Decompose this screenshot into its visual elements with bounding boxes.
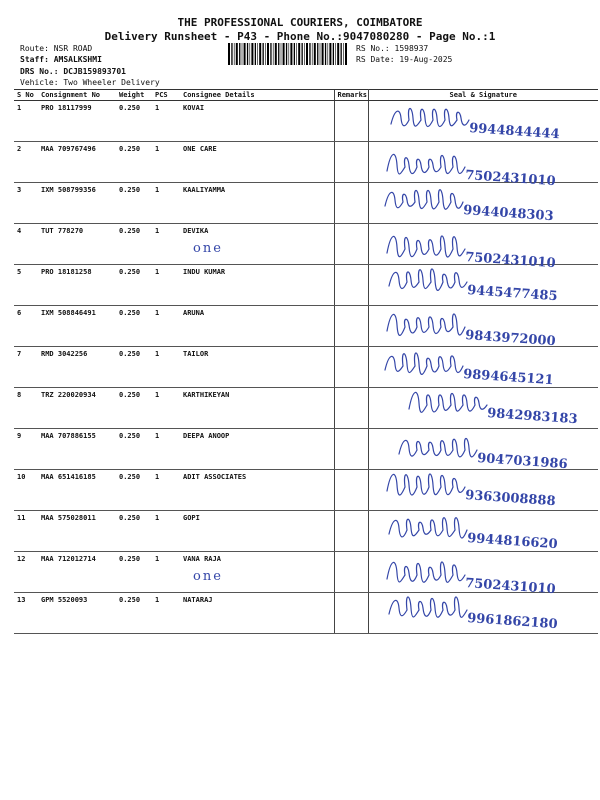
row-weight: 0.250: [116, 552, 152, 593]
svg-text:9944844444: 9944844444: [468, 121, 560, 143]
signature-scribble-icon: [369, 98, 599, 143]
row-sno: 13: [14, 593, 38, 634]
row-consignee: [180, 388, 334, 429]
table-row: [14, 101, 598, 142]
row-weight: 0.250: [116, 593, 152, 634]
row-consignee: [180, 183, 334, 224]
row-consignee-name: INDU KUMAR: [183, 268, 226, 276]
row-handwritten-note: one: [193, 569, 223, 584]
row-consignment-no: PRO 18117999: [38, 101, 116, 142]
company-title: THE PROFESSIONAL COURIERS, COIMBATORE: [177, 16, 423, 29]
rs-number: RS No.: 1598937: [356, 44, 429, 53]
row-consignee-name: DEEPA ANOOP: [183, 432, 230, 440]
row-signature: [368, 101, 598, 142]
row-pcs: 1: [152, 593, 180, 634]
row-consignee-name: VANA RAJA: [183, 555, 221, 563]
col-pcs: PCS: [152, 90, 180, 101]
row-consignment-no: IXM 508846491: [38, 306, 116, 347]
row-consignee: [180, 593, 334, 634]
row-consignee-name: TAILOR: [183, 350, 209, 358]
row-consignee: [180, 429, 334, 470]
barcode-icon: [228, 43, 348, 65]
row-weight: 0.250: [116, 347, 152, 388]
table-row: [14, 183, 598, 224]
row-consignee: [180, 224, 334, 265]
table-row: [14, 265, 598, 306]
svg-text:9047031986: 9047031986: [476, 451, 568, 473]
table-row: [14, 511, 598, 552]
signature-scribble-icon: [369, 549, 599, 598]
row-weight: 0.250: [116, 470, 152, 511]
svg-text:9944048303: 9944048303: [462, 203, 554, 225]
runsheet-subtitle: Delivery Runsheet - P43 - Phone No.:9047080280 - Page No.:1: [104, 30, 496, 43]
row-pcs: 1: [152, 224, 180, 265]
row-sno: 3: [14, 183, 38, 224]
row-remarks: [334, 552, 368, 593]
svg-text:7502431010: 7502431010: [464, 250, 556, 272]
row-consignment-no: GPM 5520093: [38, 593, 116, 634]
row-consignment-no: MAA 707886155: [38, 429, 116, 470]
row-consignee-name: KARTHIKEYAN: [183, 391, 230, 399]
row-pcs: 1: [152, 347, 180, 388]
row-signature: [368, 470, 598, 511]
row-consignee: [180, 101, 334, 142]
row-consignment-no: IXM 508799356: [38, 183, 116, 224]
row-weight: 0.250: [116, 429, 152, 470]
row-consignment-no: MAA 712012714: [38, 552, 116, 593]
row-consignment-no: TUT 778270: [38, 224, 116, 265]
row-sno: 6: [14, 306, 38, 347]
vehicle-label: Vehicle: Two Wheeler Delivery: [20, 78, 160, 87]
row-consignee: [180, 511, 334, 552]
signature-scribble-icon: [369, 385, 599, 428]
row-remarks: [334, 101, 368, 142]
col-signature: Seal & Signature: [368, 90, 598, 101]
drs-number: DRS No.: DCJB159893701: [20, 67, 126, 76]
row-remarks: [334, 388, 368, 429]
row-weight: 0.250: [116, 511, 152, 552]
row-pcs: 1: [152, 142, 180, 183]
table-row: [14, 347, 598, 388]
col-remarks: Remarks: [334, 90, 368, 101]
row-remarks: [334, 265, 368, 306]
signature-scribble-icon: [369, 221, 599, 272]
row-weight: 0.250: [116, 265, 152, 306]
row-sno: 2: [14, 142, 38, 183]
row-weight: 0.250: [116, 183, 152, 224]
row-pcs: 1: [152, 388, 180, 429]
row-weight: 0.250: [116, 306, 152, 347]
signature-scribble-icon: [369, 426, 599, 473]
table-row: [14, 224, 598, 265]
table-row: [14, 306, 598, 347]
row-signature: [368, 593, 598, 634]
row-sno: 10: [14, 470, 38, 511]
col-weight: Weight: [116, 90, 152, 101]
table-row: [14, 388, 598, 429]
row-pcs: 1: [152, 265, 180, 306]
row-weight: 0.250: [116, 224, 152, 265]
col-sno: S No: [14, 90, 38, 101]
row-consignment-no: TRZ 220020934: [38, 388, 116, 429]
svg-text:9961862180: 9961862180: [466, 611, 558, 633]
row-signature: [368, 429, 598, 473]
row-sno: 5: [14, 265, 38, 306]
signature-scribble-icon: [369, 139, 599, 190]
table-body: [14, 101, 598, 634]
row-consignment-no: RMD 3042256: [38, 347, 116, 388]
row-pcs: 1: [152, 429, 180, 470]
row-pcs: 1: [152, 511, 180, 552]
row-sno: 4: [14, 224, 38, 265]
row-weight: 0.250: [116, 101, 152, 142]
table-row: [14, 593, 598, 634]
row-remarks: [334, 347, 368, 388]
route-label: Route: NSR ROAD: [20, 44, 93, 53]
table-row: [14, 470, 598, 511]
row-consignee: [180, 306, 334, 347]
svg-text:9445477485: 9445477485: [466, 283, 558, 305]
row-signature: [368, 388, 598, 429]
table-row: [14, 552, 598, 593]
table-row: [14, 142, 598, 183]
staff-label: Staff: AMSALKSHMI: [20, 55, 102, 64]
row-consignee-name: NATARAJ: [183, 596, 213, 604]
row-consignee-name: ARUNA: [183, 309, 205, 317]
svg-text:9842983183: 9842983183: [486, 406, 578, 428]
signature-scribble-icon: [369, 467, 599, 510]
row-consignee: [180, 265, 334, 306]
signature-scribble-icon: [369, 180, 599, 225]
row-pcs: 1: [152, 183, 180, 224]
col-consignment: Consignment No: [38, 90, 116, 101]
row-consignee: [180, 142, 334, 183]
svg-text:9894645121: 9894645121: [462, 367, 554, 389]
row-remarks: [334, 142, 368, 183]
row-remarks: [334, 224, 368, 265]
row-remarks: [334, 511, 368, 552]
table-row: [14, 429, 598, 470]
row-weight: 0.250: [116, 388, 152, 429]
svg-text:7502431010: 7502431010: [464, 576, 556, 598]
row-consignment-no: MAA 651416185: [38, 470, 116, 511]
row-consignee: [180, 470, 334, 511]
signature-scribble-icon: [369, 303, 599, 350]
row-consignee: [180, 552, 334, 593]
row-consignment-no: MAA 709767496: [38, 142, 116, 183]
row-remarks: [334, 306, 368, 347]
signature-scribble-icon: [369, 508, 599, 553]
row-handwritten-note: one: [193, 241, 223, 256]
row-sno: 9: [14, 429, 38, 470]
row-consignee-name: KOVAI: [183, 104, 205, 112]
row-pcs: 1: [152, 101, 180, 142]
row-pcs: 1: [152, 470, 180, 511]
row-sno: 1: [14, 101, 38, 142]
row-pcs: 1: [152, 306, 180, 347]
svg-text:9843972000: 9843972000: [464, 328, 556, 350]
row-sno: 11: [14, 511, 38, 552]
row-consignee-name: DEVIKA: [183, 227, 209, 235]
row-sno: 12: [14, 552, 38, 593]
row-remarks: [334, 183, 368, 224]
row-signature: [368, 224, 598, 272]
row-signature: [368, 552, 598, 598]
row-signature: [368, 511, 598, 552]
row-remarks: [334, 593, 368, 634]
row-consignment-no: PRO 18181258: [38, 265, 116, 306]
row-remarks: [334, 429, 368, 470]
rs-date: RS Date: 19-Aug-2025: [356, 55, 453, 64]
row-signature: [368, 347, 598, 388]
row-consignment-no: MAA 575028011: [38, 511, 116, 552]
svg-text:7502431010: 7502431010: [464, 168, 556, 190]
col-consignee: Consignee Details: [180, 90, 334, 101]
signature-scribble-icon: [369, 344, 599, 389]
row-signature: [368, 142, 598, 190]
row-consignee-name: GOPI: [183, 514, 200, 522]
row-consignee-name: ADIT ASSOCIATES: [183, 473, 247, 481]
row-weight: 0.250: [116, 142, 152, 183]
runsheet-table: [14, 89, 598, 634]
row-remarks: [334, 470, 368, 511]
svg-text:9944816620: 9944816620: [466, 531, 558, 553]
signature-scribble-icon: [369, 590, 599, 633]
svg-text:9363008888: 9363008888: [464, 488, 556, 510]
row-consignee-name: ONE CARE: [183, 145, 217, 153]
row-pcs: 1: [152, 552, 180, 593]
signature-scribble-icon: [369, 262, 599, 305]
row-signature: [368, 306, 598, 350]
row-consignee: [180, 347, 334, 388]
row-sno: 8: [14, 388, 38, 429]
row-sno: 7: [14, 347, 38, 388]
row-consignee-name: KAALIYAMMA: [183, 186, 226, 194]
row-signature: [368, 183, 598, 224]
row-signature: [368, 265, 598, 306]
